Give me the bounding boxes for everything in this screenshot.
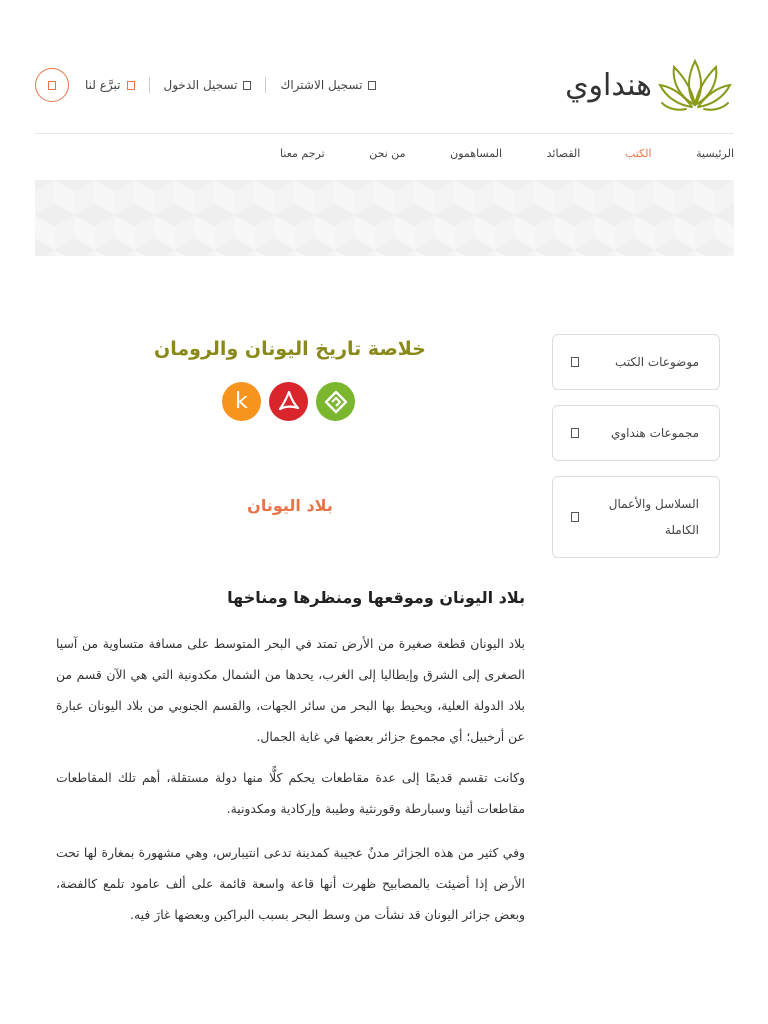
main-nav xyxy=(280,147,734,165)
sidebar-item-series[interactable] xyxy=(552,476,720,558)
separator xyxy=(265,77,266,93)
gift-icon xyxy=(127,81,135,90)
sidebar-item-label: السلاسل والأعمال الكاملة xyxy=(608,497,699,537)
top-bar xyxy=(35,55,734,115)
donate-label: تبرَّع لنا xyxy=(85,78,121,92)
pattern-banner xyxy=(35,180,734,256)
login-icon xyxy=(243,81,251,90)
epub-download-button[interactable] xyxy=(316,382,355,421)
nav-item-contributors[interactable]: المساهمون xyxy=(450,147,503,160)
signup-label: تسجيل الاشتراك xyxy=(280,78,363,92)
kindle-icon: k xyxy=(235,389,248,414)
heart-icon xyxy=(48,81,56,90)
login-link[interactable] xyxy=(164,78,252,92)
sidebar-item-label: موضوعات الكتب xyxy=(615,355,699,369)
logo-text: هنداوي xyxy=(565,67,652,103)
chevron-left-icon xyxy=(571,428,579,438)
epub-icon xyxy=(323,389,349,415)
heart-button[interactable] xyxy=(35,68,69,102)
logo-leaves-icon xyxy=(656,57,734,113)
chevron-left-icon xyxy=(571,512,579,522)
paragraph: وفي كثير من هذه الجزائر مدنٌ عجيبة كمدينة تدعى انتيبارس، وهي مشهورة بمغارة لها تحت الأرض إذا أضيئت بالمصابيح ظهرت أنها قاعة واسعة قائمة على ألف عامود تلمع كالفضة، وبعض جزائر اليونان قد نشأت من وسط البحر بسبب البراكين وبعضها غارَ فيه. xyxy=(56,845,525,922)
nav-item-about[interactable]: من نحن xyxy=(369,147,406,160)
sidebar xyxy=(552,334,720,573)
nav-item-poems[interactable]: القصائد xyxy=(546,147,581,160)
download-formats xyxy=(222,382,355,424)
sidebar-item-collections[interactable] xyxy=(552,405,720,461)
login-label: تسجيل الدخول xyxy=(163,78,238,92)
site-logo[interactable] xyxy=(565,55,734,115)
paragraph: وكانت تقسم قديمًا إلى عدة مقاطعات يحكم كلًّا منها دولة مستقلة، أهم تلك المقاطعات مقاطعات أثينا وسبارطة وقورنثية وطيبة وإركادية ومكدونية. xyxy=(56,770,525,816)
sidebar-item-label: مجموعات هنداوي xyxy=(610,426,699,440)
book-title: خلاصة تاريخ اليونان والرومان xyxy=(154,338,426,360)
nav-item-translate[interactable]: ترجم معنا xyxy=(280,147,325,160)
separator xyxy=(149,77,150,93)
header-divider xyxy=(35,133,734,134)
donate-link[interactable] xyxy=(85,78,135,92)
signup-link[interactable] xyxy=(280,78,376,92)
pdf-download-button[interactable] xyxy=(269,382,308,421)
kindle-download-button[interactable] xyxy=(222,382,261,421)
chapter-title: بلاد اليونان xyxy=(247,496,333,515)
chevron-left-icon xyxy=(571,357,579,367)
account-actions xyxy=(35,67,376,103)
section-heading: بلاد اليونان وموقعها ومنظرها ومناخها xyxy=(227,588,525,607)
nav-item-books[interactable]: الكتب xyxy=(624,147,652,160)
nav-item-home[interactable]: الرئيسية xyxy=(696,147,734,160)
sidebar-item-book-topics[interactable] xyxy=(552,334,720,390)
paragraph: بلاد اليونان قطعة صغيرة من الأرض تمتد في البحر المتوسط على مسافة متساوية من آسيا الصغرى إلى الشرق وإيطاليا إلى الغرب، يحدها من الشمال مكدونية التي هي الآن قسم من بلاد الدولة العلية، ويحيط بها البحر من سائر الجهات، والقسم الجنوبي من بلاد اليونان عبارة عن أرخبيل؛ أي مجموع جزائر بعضها في غاية الجمال. xyxy=(56,636,525,744)
pdf-icon xyxy=(276,389,302,415)
user-plus-icon xyxy=(368,81,376,90)
